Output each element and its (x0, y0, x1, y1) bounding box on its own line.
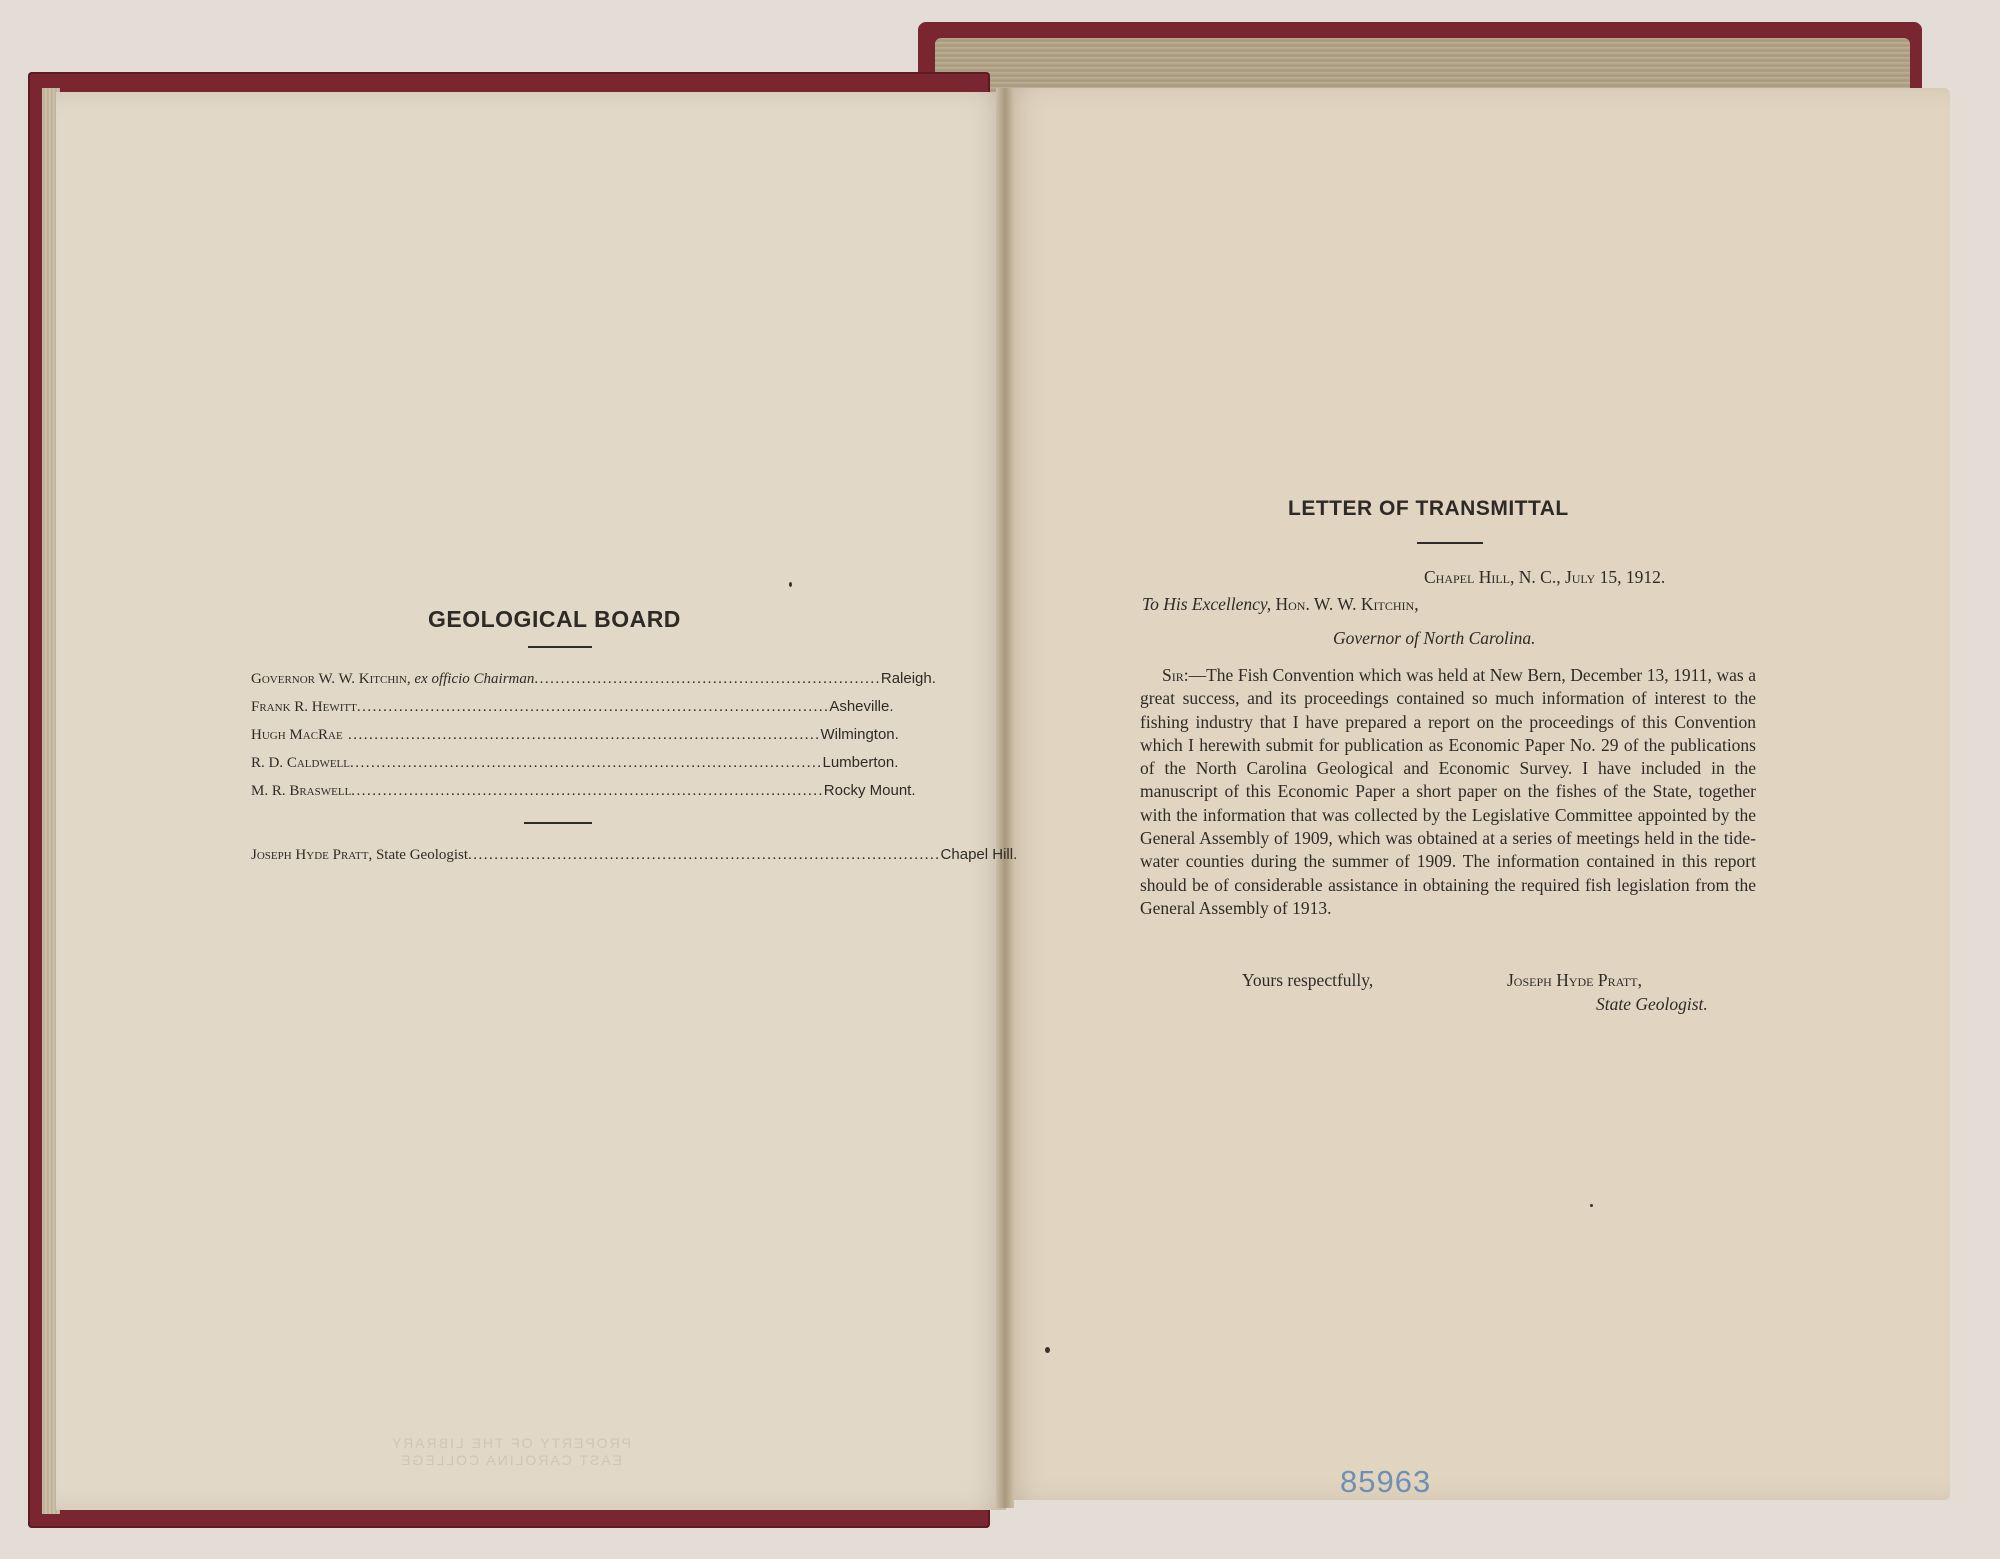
library-watermark: PROPERTY OF THE LIBRARY EAST CAROLINA COLLEGE (390, 1435, 632, 1468)
geological-board-title: GEOLOGICAL BOARD (428, 606, 681, 632)
closing: Yours respectfully, (1242, 970, 1374, 990)
book-gutter (996, 88, 1014, 1508)
title-rule (528, 646, 592, 648)
accession-number-stamp: 85963 (1340, 1464, 1432, 1499)
place-date: Chapel Hill, N. C., July 15, 1912. (1424, 567, 1666, 587)
letter-paragraph: :—The Fish Convention which was held at New Bern, December 13, 1911, was a great success, and its proceedings contained so much information of interest to the fishing industry that I have prepared a report on the proceedings of this Convention which I herewith submit for publication as Economic Paper No. 29 of the publications of the North Carolina Geological and Economic Survey. I have included in the manuscript of this Economic Paper a short paper on the fishes of the State, together with the information that was collected by the Legislative Committee appointed by the General Assembly of 1909, which was obtained at a series of meetings held in the tide-water counties during the summer of 1909. The information contained in this report should be of considerable assistance in obtaining the required fish legislation from the General Assembly of 1913. (1140, 665, 1756, 918)
section-rule (524, 822, 592, 824)
letter-title: LETTER OF TRANSMITTAL (1288, 497, 1569, 520)
member-place: Rocky Mount. (823, 782, 916, 799)
member-place: Lumberton. (822, 754, 899, 771)
board-member-row: M. R. Braswell .......................................................................................... Rocky Mount. (251, 782, 916, 799)
signer-name: Joseph Hyde Pratt, (1507, 970, 1642, 990)
sir-word: Sir (1162, 665, 1184, 685)
letter-body (1140, 664, 1756, 920)
member-title: ex officio Chairman (414, 671, 535, 687)
salutation (1142, 594, 1419, 615)
member-name: Hugh MacRae (251, 727, 343, 743)
board-member-row: Hugh MacRae .......................................................................................... Wilmington. (251, 726, 899, 743)
member-place: Wilmington. (820, 726, 899, 743)
addressee-title: Governor of North Carolina. (1333, 628, 1536, 648)
geologist-place: Chapel Hill. (940, 846, 1018, 863)
member-name: M. R. Braswell (251, 783, 352, 799)
member-name: Frank R. Hewitt (251, 699, 357, 715)
addressee: Hon. W. W. Kitchin, (1275, 594, 1419, 614)
letter-title-rule (1417, 542, 1483, 544)
member-place: Asheville. (829, 698, 894, 715)
member-name: R. D. Caldwell (251, 755, 350, 771)
geologist-title: State Geologist (375, 847, 469, 863)
geologist-name: Joseph Hyde Pratt, (251, 847, 373, 863)
member-place: Raleigh. (880, 670, 936, 687)
signer-title: State Geologist. (1596, 994, 1708, 1014)
member-name: Governor W. W. Kitchin, (251, 671, 411, 687)
board-member-row: Frank R. Hewitt .......................................................................................... Asheville. (251, 698, 894, 715)
board-member-row: R. D. Caldwell .......................................................................................... Lumberton. (251, 754, 899, 771)
board-member-row: Governor W. W. Kitchin, ex officio Chairman .................................................................. Raleigh. (251, 670, 936, 687)
geologist-row: Joseph Hyde Pratt, State Geologist .......................................................................................... Chapel Hill. (251, 846, 1018, 863)
salutation-prefix: To His Excellency, (1142, 594, 1272, 614)
